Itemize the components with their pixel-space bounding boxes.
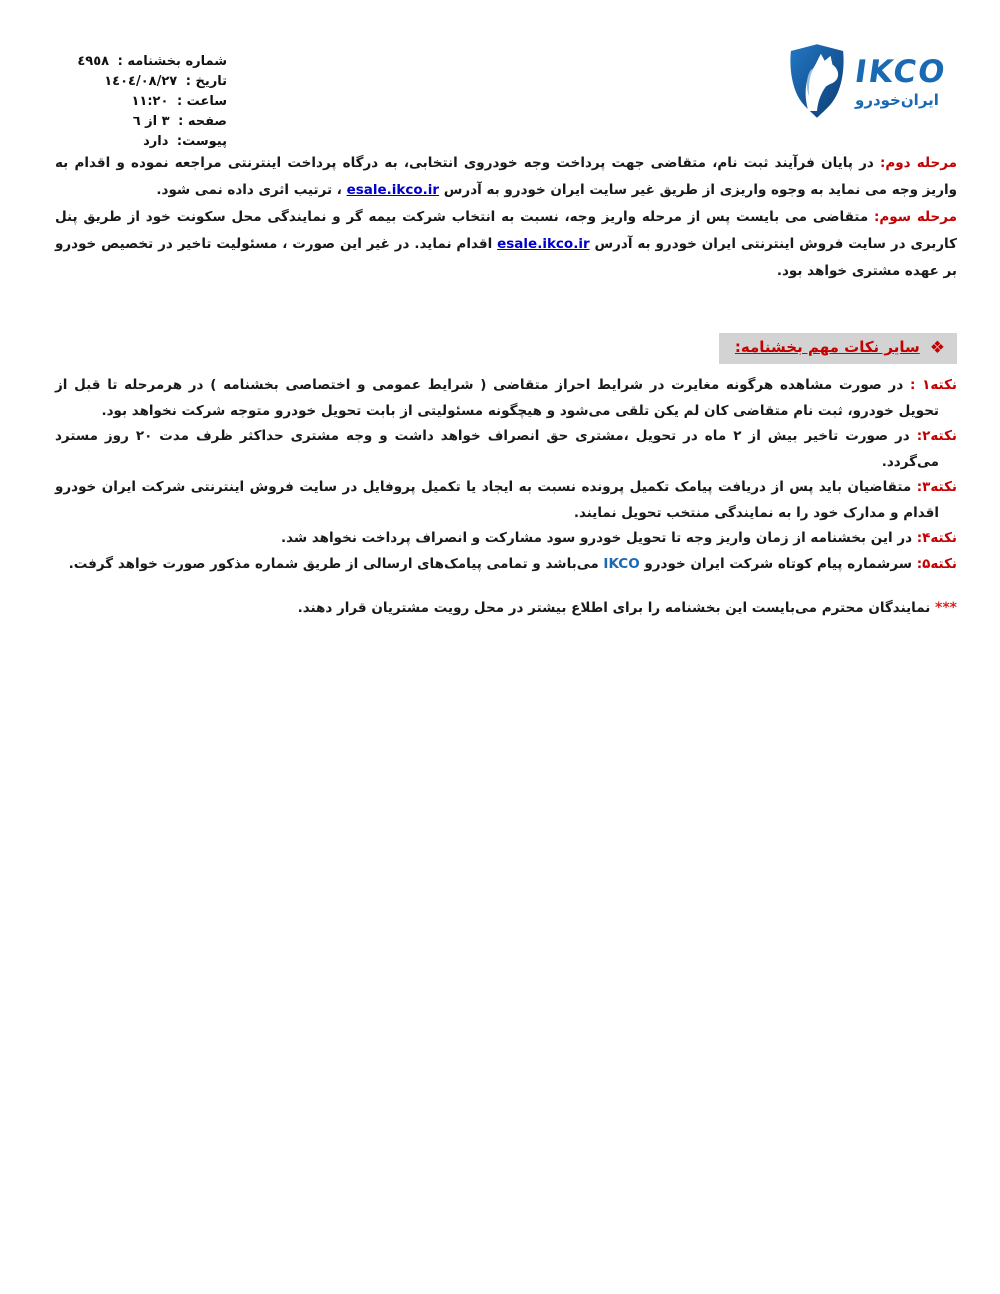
note-item-2 bbox=[55, 424, 957, 475]
circular-meta bbox=[55, 52, 227, 152]
note-2-text: در صورت تاخیر بیش از ۲ ماه در تحویل ،مشتری حق انصراف خواهد داشت و وجه مشتری حداکثر ظرف مدت ۲۰ روز مسترد می‌گردد. bbox=[55, 428, 939, 470]
meta-date bbox=[55, 72, 227, 92]
brand-wordmark-fa: ایران‌خودرو bbox=[855, 91, 939, 109]
esale-link[interactable]: esale.ikco.ir bbox=[346, 182, 440, 198]
stage-two-label: مرحله دوم: bbox=[880, 155, 957, 171]
meta-time bbox=[55, 92, 227, 112]
stage-three-text: متقاضی می بایست پس از مرحله واریز وجه، نسبت به انتخاب شرکت بیمه گر و نمایندگی محل سکونت خود از طریق پنل کاربری در سایت فروش اینترنتی ایران خودرو به آدرس bbox=[55, 209, 957, 252]
paragraph-stage-three bbox=[55, 204, 957, 285]
important-notes-header bbox=[719, 333, 957, 364]
note-item-1 bbox=[55, 373, 957, 424]
meta-label: تاریخ : bbox=[185, 74, 227, 89]
circular-body bbox=[55, 150, 957, 621]
meta-circular-number bbox=[55, 52, 227, 72]
important-notes-title: سایر نکات مهم بخشنامه: bbox=[734, 338, 920, 356]
meta-label: صفحه : bbox=[178, 114, 227, 129]
stage-three-text-tail: اقدام نماید. در غیر این صورت ، مسئولیت تاخیر در تخصیص خودرو بر عهده مشتری خواهد بود. bbox=[55, 236, 957, 279]
notes-list bbox=[55, 373, 957, 577]
note-5-text-pre: سرشماره پیام کوتاه شرکت ایران خودرو bbox=[639, 555, 917, 572]
horse-head-shield-icon bbox=[788, 42, 846, 124]
meta-value: دارد bbox=[143, 134, 169, 149]
note-item-3 bbox=[55, 475, 957, 526]
note-1-text: در صورت مشاهده هرگونه مغایرت در شرایط احراز متقاضی ( شرایط عمومی و اختصاصی بخشنامه ) در هرمرحله تا قبل از تحویل خودرو، ثبت نام متقاضی کان لم یکن تلقی می‌شود و هیچگونه مسئولیتی از بابت تحویل خودرو متوجه شرکت نخواهد بود. bbox=[55, 377, 939, 419]
note-item-4 bbox=[55, 526, 957, 552]
meta-value: ٤٩٥٨ bbox=[77, 54, 110, 69]
note-3-label: نکته۳: bbox=[916, 479, 957, 495]
meta-value: ١١:٢٠ bbox=[131, 94, 169, 109]
ikco-logo bbox=[788, 42, 958, 124]
stage-two-text-tail: ، ترتیب اثری داده نمی شود. bbox=[156, 182, 347, 198]
brand-wordmark-en: IKCO bbox=[852, 54, 949, 90]
meta-label: شماره بخشنامه : bbox=[117, 54, 227, 69]
esale-link[interactable]: esale.ikco.ir bbox=[497, 236, 590, 252]
brand-wordmark-group bbox=[852, 54, 949, 109]
meta-page-number bbox=[55, 112, 227, 132]
stage-three-label: مرحله سوم: bbox=[873, 209, 957, 225]
paragraph-stage-two bbox=[55, 150, 957, 204]
meta-value: ٣ از ٦ bbox=[132, 114, 170, 129]
note-4-text: در این بخشنامه از زمان واریز وجه تا تحویل خودرو سود مشارکت و انصراف پرداخت نخواهد شد. bbox=[280, 530, 917, 546]
note-item-5 bbox=[55, 552, 957, 578]
meta-label: ساعت : bbox=[176, 94, 227, 109]
note-2-label: نکته۲: bbox=[916, 428, 957, 444]
note-5-label: نکته۵: bbox=[916, 555, 957, 572]
stage-two-text: در پایان فرآیند ثبت نام، متقاضی جهت پرداخت وجه خودروی انتخابی، به درگاه پرداخت اینترنتی مراجعه نموده و اقدام به واریز وجه می نماید به وجوه واریزی از طریق غیر سایت ایران خودرو به آدرس bbox=[55, 155, 957, 198]
note-3-text: متقاضیان باید پس از دریافت پیامک تکمیل پرونده نسبت به ایجاد یا تکمیل پروفایل در سایت فروش اینترنتی شرکت ایران خودرو اقدام و مدارک خود را به نمایندگی منتخب تحویل نمایند. bbox=[55, 479, 939, 521]
note-5-brand: IKCO bbox=[603, 555, 640, 572]
diamond-bullet-icon: ❖ bbox=[929, 338, 945, 358]
note-4-label: نکته۴: bbox=[916, 530, 957, 546]
asterisks-marker-icon: *** bbox=[935, 600, 957, 616]
meta-value: ١٤٠٤/٠٨/٢٧ bbox=[104, 74, 178, 89]
meta-attachment bbox=[55, 132, 227, 152]
meta-label: پیوست: bbox=[176, 134, 227, 149]
note-5-text-post: می‌باشد و تمامی پیامک‌های ارسالی از طریق شماره مذکور صورت خواهد گرفت. bbox=[68, 555, 604, 572]
distributor-instruction-text: نمایندگان محترم می‌بایست این بخشنامه را برای اطلاع بیشتر در محل رویت مشتریان قرار دهند. bbox=[297, 600, 936, 616]
distributor-instruction bbox=[55, 596, 957, 621]
note-1-label: نکته۱ : bbox=[910, 377, 957, 393]
